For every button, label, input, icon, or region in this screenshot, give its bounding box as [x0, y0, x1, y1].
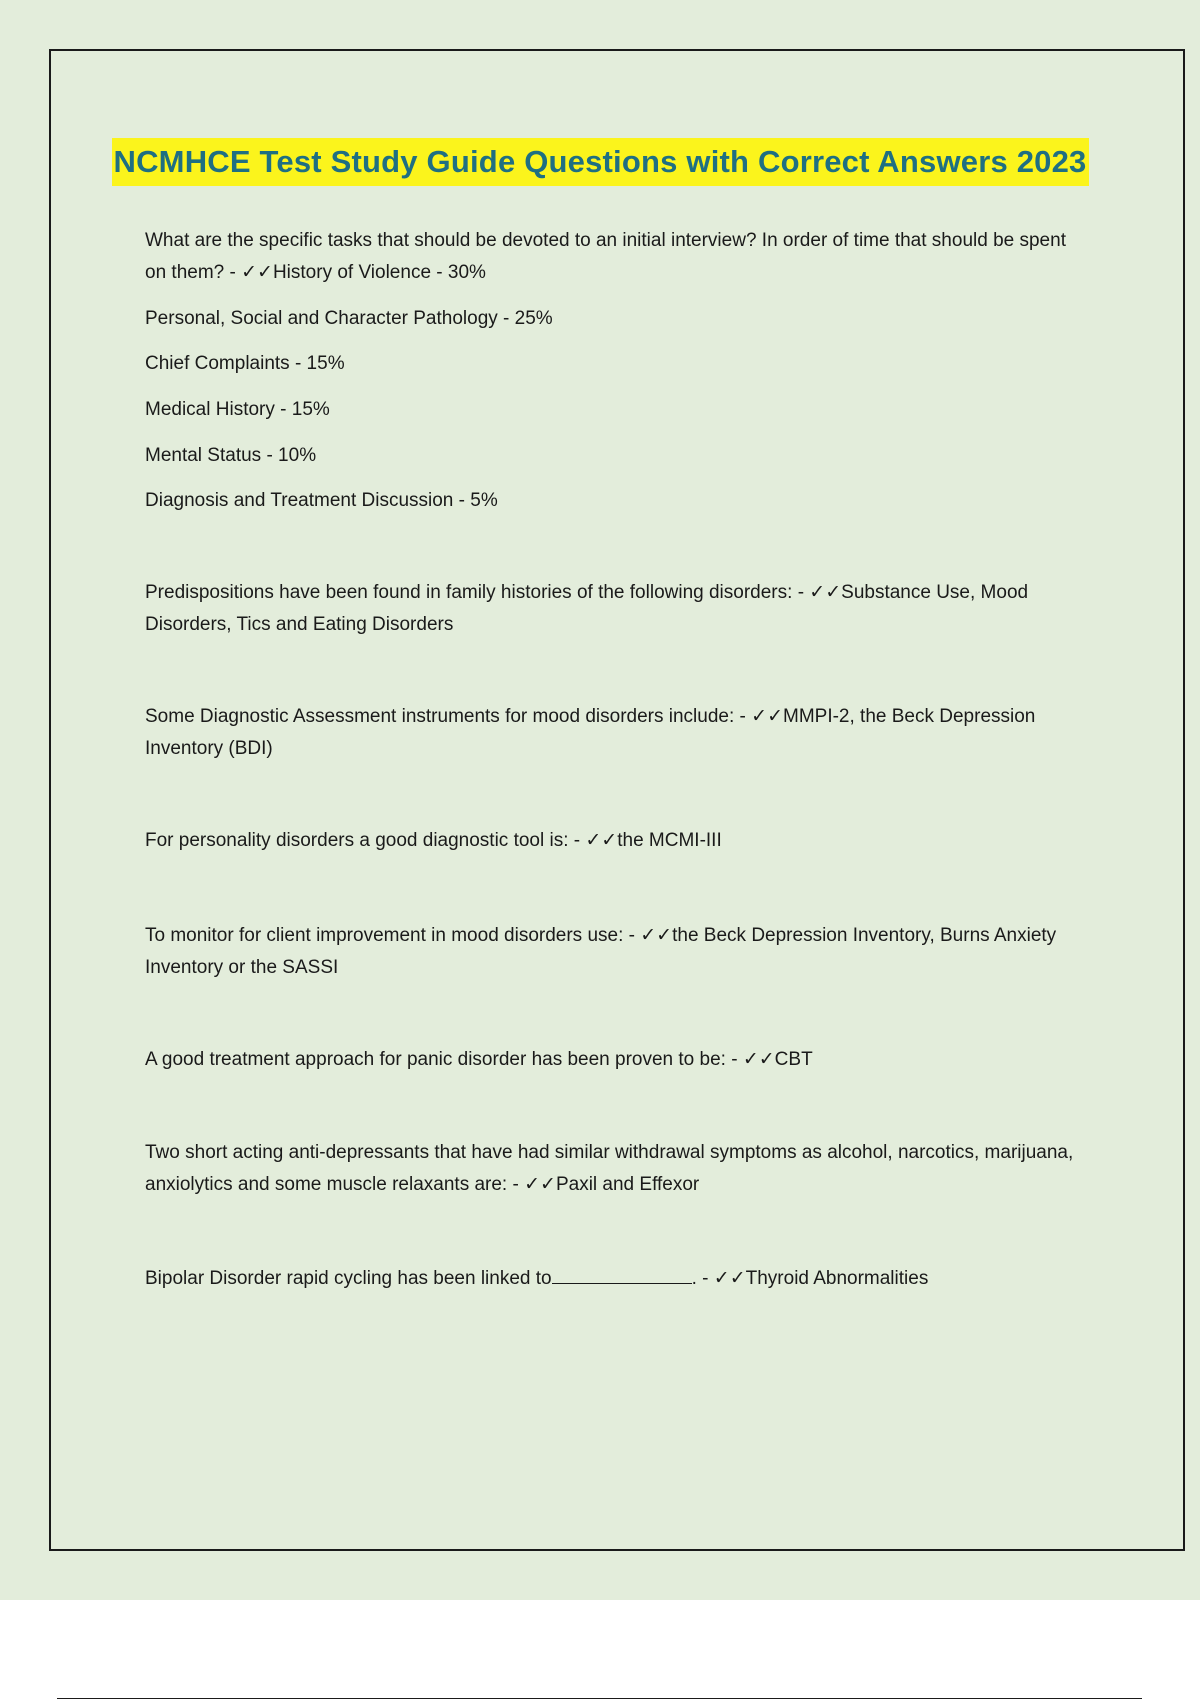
qa-item-6 [145, 1044, 1085, 1076]
document-title [80, 138, 1120, 186]
question-text: For personality disorders a good diagnostic tool is: - [145, 830, 586, 851]
question-text: What are the specific tasks that should be devoted to an initial interview? In order of time that should be spent on them? - [145, 230, 1066, 283]
check-icon: ✓✓ [809, 582, 842, 603]
qa-item-8 [145, 1261, 1085, 1295]
check-icon: ✓✓ [524, 1174, 556, 1195]
answer-line [145, 303, 1085, 335]
answer-text: Diagnosis and Treatment Discussion - 5% [145, 490, 498, 511]
check-icon: ✓✓ [742, 1049, 775, 1070]
answer-text: Paxil and Effexor [555, 1174, 700, 1195]
answer-text: Substance Use, Mood Disorders, Tics and Eating Disorders [145, 582, 1029, 635]
check-icon: ✓✓ [640, 925, 673, 946]
check-icon: ✓✓ [585, 830, 618, 851]
qa-item-1 [145, 225, 1085, 289]
answer-text: Personal, Social and Character Pathology - 25% [145, 308, 553, 329]
qa-content [145, 225, 1085, 1295]
check-icon: ✓✓ [751, 706, 783, 727]
question-text: Predispositions have been found in family histories of the following disorders: - [145, 582, 810, 603]
answer-text: Chief Complaints - 15% [145, 353, 345, 374]
qa-item-2 [145, 577, 1085, 641]
answer-text: Medical History - 15% [145, 399, 330, 420]
question-text: To monitor for client improvement in mood disorders use: - [145, 925, 641, 946]
question-text: . - [691, 1268, 714, 1289]
answer-text: the MCMI-III [617, 830, 722, 851]
check-icon: ✓✓ [713, 1268, 746, 1289]
question-text: A good treatment approach for panic disorder has been proven to be: - [145, 1049, 743, 1070]
answer-text: the Beck Depression Inventory, Burns Anxiety Inventory or the SASSI [145, 925, 1057, 978]
footer-divider [57, 1698, 1142, 1699]
question-text: Two short acting anti-depressants that have had similar withdrawal symptoms as alcohol, narcotics, marijuana, anxiolytics and some muscle relaxants are: - [145, 1142, 1074, 1195]
answer-text: MMPI-2, the Beck Depression Inventory (BDI) [145, 706, 1036, 759]
fill-in-blank [552, 1261, 692, 1284]
qa-item-4 [145, 825, 1085, 857]
question-text: Bipolar Disorder rapid cycling has been linked to [145, 1268, 552, 1289]
qa-item-3 [145, 701, 1085, 765]
answer-text: Thyroid Abnormalities [745, 1268, 929, 1289]
title-text: NCMHCE Test Study Guide Questions with Correct Answers 2023 [112, 138, 1089, 186]
question-text: Some Diagnostic Assessment instruments for mood disorders include: - [145, 706, 752, 727]
answer-text: CBT [774, 1049, 813, 1070]
check-icon: ✓✓ [241, 262, 273, 283]
answer-line [145, 485, 1085, 517]
answer-text: Mental Status - 10% [145, 445, 317, 466]
answer-line [145, 394, 1085, 426]
answer-line [145, 348, 1085, 380]
answer-text: History of Violence - 30% [272, 262, 486, 283]
qa-item-7 [145, 1137, 1085, 1201]
qa-item-5 [145, 920, 1085, 984]
answer-line [145, 440, 1085, 472]
